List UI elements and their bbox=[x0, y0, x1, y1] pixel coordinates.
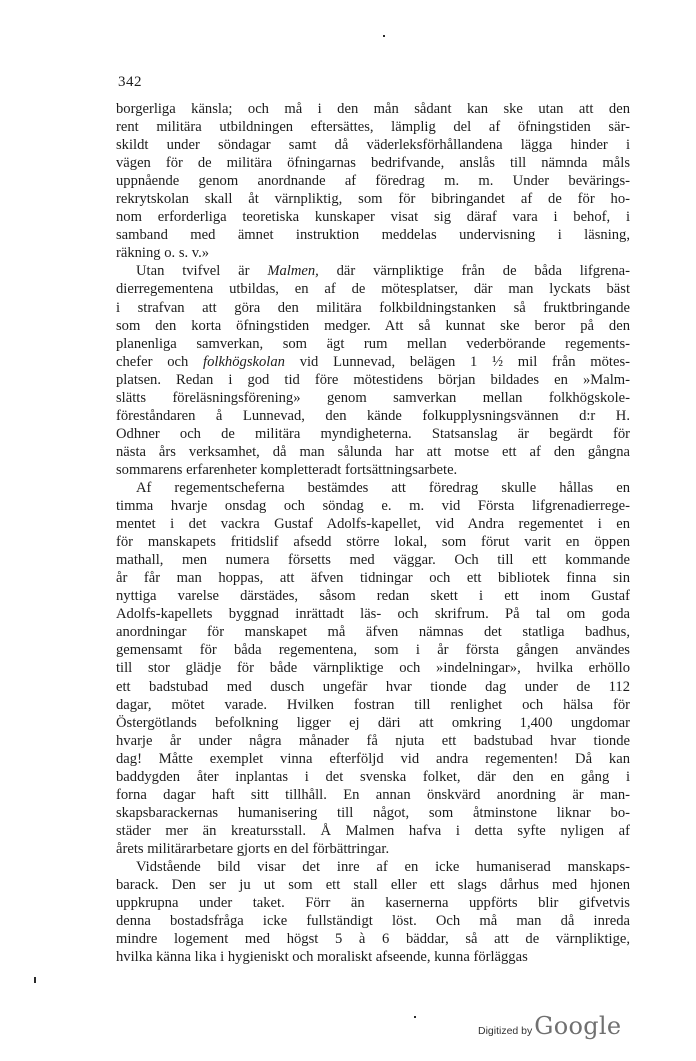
text-line: vägen för de militära öfningarnas bedrifvande, anslås till nämnda måls bbox=[116, 155, 630, 172]
text-line: baddygden åter inplantas i det svenska folket, där den en gång i bbox=[116, 768, 630, 785]
text-line: nästa års verksamhet, då man sålunda har att motse ett af den gångna bbox=[116, 443, 630, 460]
text-line: som den korta öfningstiden medger. Att så kunnat ske beror på den bbox=[116, 317, 630, 334]
text-line: till stor glädje för både värnpliktige och »indelningar», hvilka erhöllo bbox=[116, 660, 630, 677]
text-line: Vidstående bild visar det inre af en icke humaniserad manskaps- bbox=[136, 858, 630, 875]
line-text: Utan tvifvel är bbox=[136, 263, 268, 280]
text-line: rekrytskolan skall åt värnpliktig, som för bibringandet af de för ho- bbox=[116, 191, 630, 208]
text-line: platsen. Redan i god tid före mötestidens början bildades en »Malm- bbox=[116, 371, 630, 388]
text-line: ett badstubad med dusch ungefär hvar tionde dag under de 112 bbox=[116, 678, 630, 695]
text-line: för manskapets fritidslif afsedd större lokal, som förut varit en öppen bbox=[116, 534, 630, 551]
text-line: dierregementena utbildas, en af de mötesplatser, där man lyckats bäst bbox=[116, 281, 630, 298]
text-line: städer mer än kreatursstall. Å Malmen hafva i detta syfte nyligen af bbox=[116, 822, 630, 839]
text-line: slätts föreläsningsförening» genom samverkan mellan folkhögskole- bbox=[116, 389, 630, 406]
scan-speck bbox=[34, 977, 36, 983]
text-line: barack. Den ser ju ut som ett stall eller ett slags dårhus med hjonen bbox=[116, 877, 630, 894]
line-text: där värnpliktige från de båda lifgrena- bbox=[318, 263, 630, 280]
text-line: planenliga samverkan, som ägt rum mellan vederbörande regements- bbox=[116, 335, 630, 352]
text-line: borgerliga känsla; och må i den mån sådant kan ske utan att den bbox=[116, 101, 630, 117]
scan-speck bbox=[383, 35, 385, 37]
text-line: hvarje år under några månader få njuta ett badstubad hvar tionde bbox=[116, 732, 630, 749]
digitized-watermark bbox=[478, 1012, 621, 1040]
text-line: anordningar för manskapet må äfven nämnas det statliga badhus, bbox=[116, 624, 630, 641]
text-line: år får man hoppas, att äfven tidningar och ett bibliotek finna sin bbox=[116, 570, 630, 587]
google-logo: Google bbox=[534, 1012, 622, 1040]
text-line: denna bostadsfråga icke fullständigt löst. Och må man då inreda bbox=[116, 913, 630, 930]
text-line: årets militärarbetare gjorts en del förbättringar. bbox=[116, 840, 390, 857]
text-line: räkning o. s. v.» bbox=[116, 245, 210, 262]
text-line: timma hvarje onsdag och söndag e. m. vid Första lifgrenadierrege- bbox=[116, 498, 630, 515]
text-line: dag! Måtte exemplet vinna efterföljd vid andra regementen! Då kan bbox=[116, 750, 630, 767]
text-line: i strafvan att göra den militära folkbildningstanken så fruktbringande bbox=[116, 299, 630, 316]
text-line: Odhner och de militära myndigheterna. Statsanslag är begärdt för bbox=[116, 425, 630, 442]
text-line: uppkrupna under taket. Förr än kasernerna uppförts blir gifvetvis bbox=[116, 895, 630, 912]
line-text: chefer och bbox=[116, 353, 204, 370]
text-line: dagar, mötet varade. Hvilken fostran till renlighet och hälsa för bbox=[116, 696, 630, 713]
scan-speck bbox=[414, 1016, 416, 1018]
text-line: mathall, men numera försetts med väggar. Och till ett kommande bbox=[116, 552, 630, 569]
text-line: skildt under söndagar samt då väderleksförhållandena lägga hinder i bbox=[116, 137, 630, 154]
text-line bbox=[116, 353, 630, 371]
text-line: skapsbarackernas humanisering till något, som åtminstone liknar bo- bbox=[116, 804, 630, 821]
italic-term: Malmen, bbox=[267, 263, 319, 280]
text-line: samband med ämnet instruktion meddelas undervisning i läsning, bbox=[116, 227, 630, 244]
text-line: hvilka känna lika i hygieniskt och moraliskt afseende, kunna förläggas bbox=[116, 949, 528, 966]
line-text: vid Lunnevad, belägen 1 ½ mil från mötes- bbox=[284, 353, 630, 370]
text-line: sommarens erfarenheter kompletteradt fortsättningsarbete. bbox=[116, 461, 458, 478]
text-line: gemensamt för båda regementena, som i år första gången användes bbox=[116, 642, 630, 659]
text-line: föreståndaren å Lunnevad, den kände folkupplysningsvännen d:r H. bbox=[116, 407, 630, 424]
text-line bbox=[116, 262, 630, 280]
text-line: mindre logement med högst 5 à 6 bäddar, så att de värnpliktige, bbox=[116, 931, 630, 948]
text-line: mentet i det vackra Gustaf Adolfs-kapellet, vid Andra regementet i en bbox=[116, 516, 630, 533]
text-line: nyttiga varelse därstädes, såsom redan skett i ett inom Gustaf bbox=[116, 588, 630, 605]
italic-term: folkhögskolan bbox=[203, 353, 285, 370]
text-line: forna dagar haft sitt tillhåll. En annan önskvärd anordning är man- bbox=[116, 786, 630, 803]
text-line: Af regementscheferna bestämdes att föredrag skulle hållas en bbox=[136, 479, 630, 496]
digitized-label: Digitized by bbox=[478, 1025, 533, 1037]
text-line: rent militära utbildningen eftersättes, lämplig del af öfningstiden sär- bbox=[116, 119, 630, 136]
body-text bbox=[116, 100, 630, 966]
text-line: nom erforderliga teoretiska kunskaper visat sig däraf vara i behof, i bbox=[116, 209, 630, 226]
text-line: uppnående genom anordnande af föredrag m. m. Under bevärings- bbox=[116, 173, 630, 190]
page-number: 342 bbox=[118, 74, 142, 90]
text-line: Adolfs-kapellets byggnad inrättadt läs- och skrifrum. På tal om goda bbox=[116, 606, 630, 623]
text-line: Östergötlands befolkning ligger ej däri att omkring 1,400 ungdomar bbox=[116, 714, 630, 731]
